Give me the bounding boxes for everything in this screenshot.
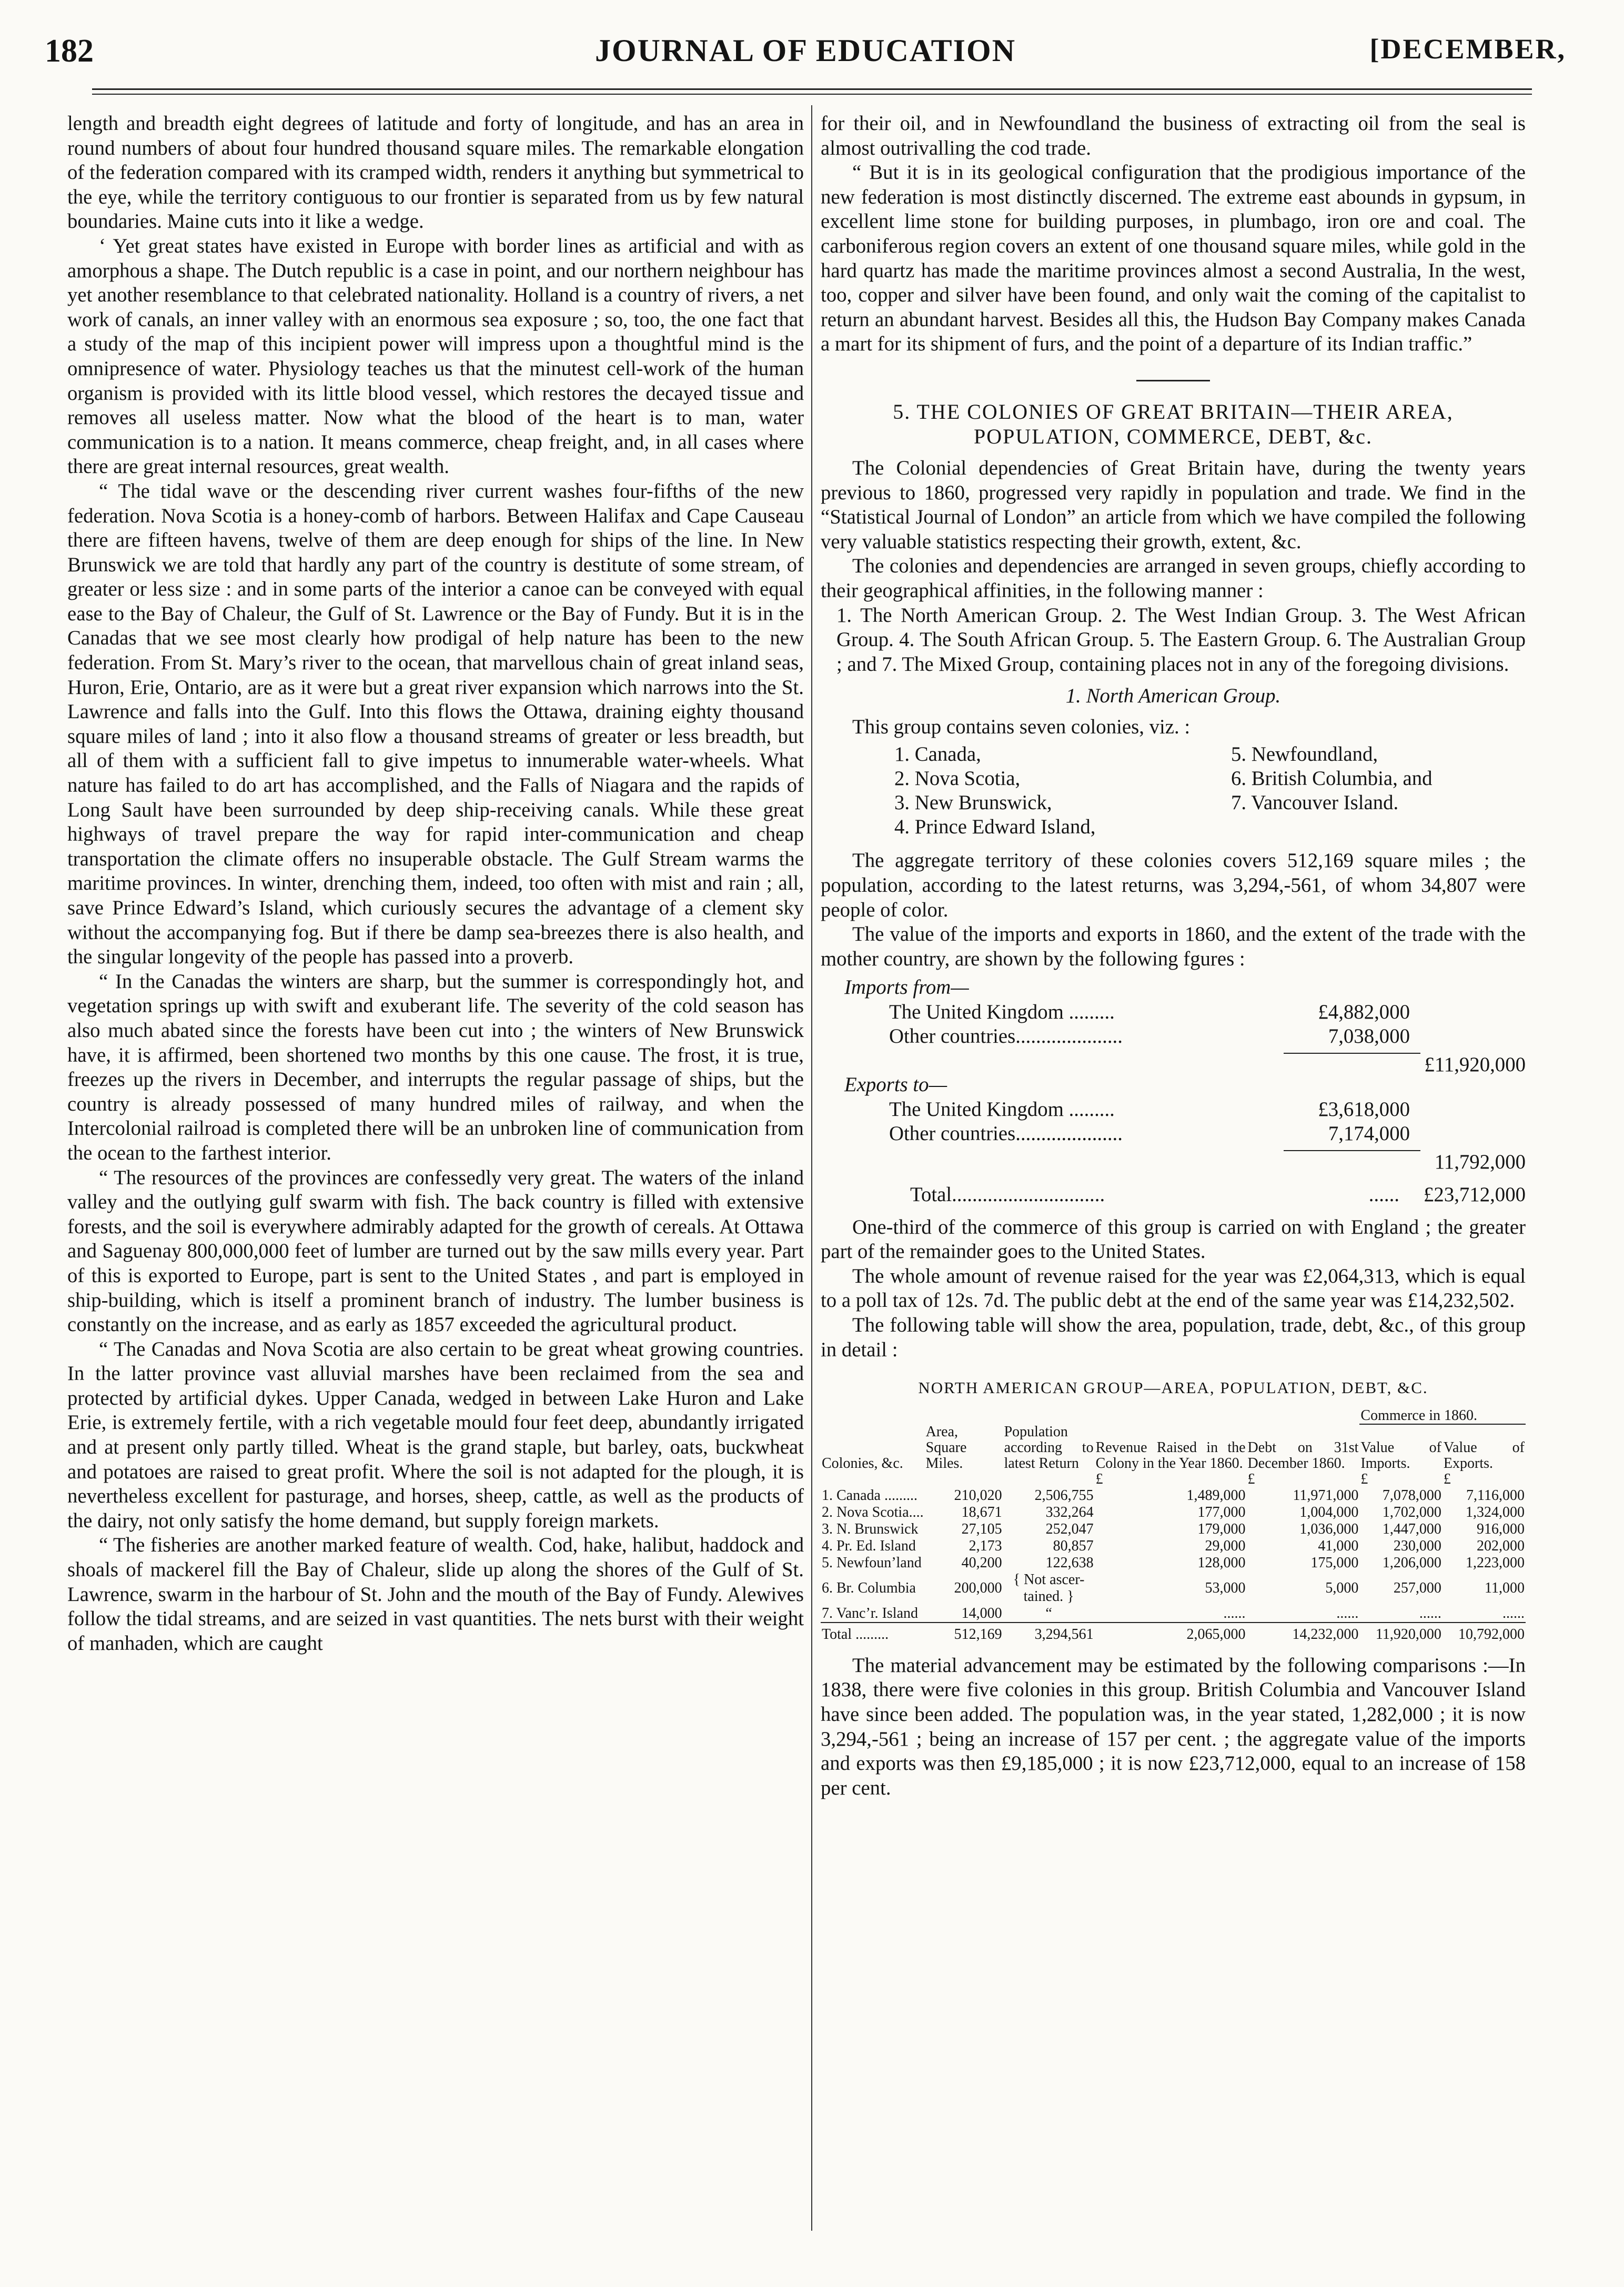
paragraph: The colonies and dependencies are arranged in seven groups, chiefly according to their geographical affinities, in the following manner : [821, 555, 1526, 602]
cell: 128,000 [1197, 1554, 1246, 1571]
figure-sum: £11,920,000 [1424, 1053, 1526, 1076]
cell: 7,116,000 [1466, 1487, 1525, 1504]
table-caption: NORTH AMERICAN GROUP—AREA, POPULATION, DEBT, &C. [918, 1378, 1428, 1397]
paragraph: The value of the imports and exports in 1860, and the extent of the trade with the mother country, are shown by the following fgures : [821, 923, 1526, 970]
cell: 210,020 [954, 1487, 1002, 1504]
paragraph: “ The tidal wave or the descending river current washes four-fifths of the new federation. Nova Scotia is a honey-comb of harbors. Between Halifax and Cape Causeau there are fifteen havens, twelve of them are deep enough for ships of the line. In New Brunswick we are told that hardly any part of the country is destitute of some stream, of greater or less size : and in some parts of the interior a canoe can be conveyed with equal ease to the Bay of Chaleur, the Gulf of St. Lawrence or the Bay of Fundy. But it is in the Canadas that we see most clearly how prodigal of help nature has been to the new federation. From St. Mary’s river to the ocean, that marvellous chain of great inland seas, Huron, Erie, Ontario, are as it were but a great river expansion which narrows into the St. Lawrence and falls into the Gulf. Into this flows the Ottawa, draining eighty thousand square miles of land ; into it also flow a thousand streams of greater or less breadth, but all of them with a sufficient fall to give impetus to innumerable water-wheels. What nature has failed to do art has accomplished, and the Falls of Niagara and the rapids of Long Sault have been surrounded by deep ship-receiving canals. While these great highways of travel prepare the way for rapid inter-communication and cheap transportation the climate offers no insuperable obstacle. The Gulf Stream warms the maritime provinces. In winter, drenching them, indeed, too often with mist and rain ; all, save Prince Edward’s Island, which curiously secures the advantage of a clement sky without the accompanying fog. But if there be damp sea-breezes there is also health, and the singular longevity of the people has passed into a proverb. [67, 479, 804, 969]
cell: 2,065,000 [1095, 1623, 1247, 1643]
cell: 80,857 [1053, 1537, 1094, 1554]
list-item: 1. Canada, [894, 743, 981, 766]
table-total-row [821, 1623, 1526, 1643]
figure-label: Other countries..................... [889, 1122, 1123, 1145]
cell: 916,000 [1477, 1520, 1525, 1537]
cell: ...... [1336, 1605, 1359, 1621]
paragraph: “ The resources of the provinces are confessedly very great. The waters of the inland valley and the outlying gulf swarm with fish. The back country is filled with extensive forests, and the soil is everywhere admirably adapted for the growth of cereals. At Ottawa and Saguenay 800,000,000 feet of lumber are turned out by the saw mills every year. Part of this is exported to Europe, part is sent to the United States , and part is employed in ship-building, which is itself a prominent branch of industry. The lumber business is constantly on the increase, and as early as 1857 exceeded the agricultural product. [67, 1166, 804, 1336]
cell: ...... [1502, 1605, 1525, 1621]
figure-value: £4,882,000 [1318, 1001, 1410, 1024]
cell: 1,702,000 [1382, 1504, 1441, 1520]
cell: 202,000 [1477, 1537, 1525, 1554]
cell: 6. Br. Columbia [822, 1579, 916, 1596]
table-row [821, 1571, 1526, 1605]
section-heading: 5. THE COLONIES OF GREAT BRITAIN—THEIR AREA, POPULATION, COMMERCE, DEBT, &c. [893, 399, 1454, 448]
sum-rule [1284, 1053, 1420, 1054]
cell: Total ......... [821, 1623, 925, 1643]
cell: 1,324,000 [1466, 1504, 1525, 1520]
cell: 40,200 [961, 1554, 1002, 1571]
cell: 41,000 [1318, 1537, 1359, 1554]
table-row [821, 1521, 1526, 1538]
cell: { Not ascer- tained. } [1013, 1571, 1085, 1605]
cell: 1,036,000 [1299, 1520, 1359, 1537]
paragraph: for their oil, and in Newfoundland the business of extracting oil from the seal is almost outrivalling the cod trade. [821, 112, 1526, 159]
unit-label: £ [1360, 1470, 1368, 1487]
cell: 200,000 [954, 1579, 1002, 1596]
total-dots: ...... [1368, 1183, 1399, 1206]
paragraph: “ The Canadas and Nova Scotia are also certain to be great wheat growing countries. In the latter province vast alluvial marshes have been reclaimed from the sea and protected by artificial dykes. Upper Canada, wedged in between Lake Huron and Lake Erie, is extremely fertile, with a rich vegetable mould four feet deep, abundantly irrigated and at present only partly tilled. Wheat is the grand staple, but barley, oats, buckwheat and potatoes are raised to great profit. Where the soil is not adapted for the plough, it is nevertheless excellent for pasturage, and horses, sheep, cattle, as well as the products of the dairy, not only satisfy the home demand, but supply foreign markets. [67, 1337, 804, 1532]
cell: 1,489,000 [1186, 1487, 1246, 1504]
paragraph: 1. The North American Group. 2. The West Indian Group. 3. The West African Group. 4. The South African Group. 5. The Eastern Group. 6. The Australian Group ; and 7. The Mixed Group, containing places not in any of the foregoing divisions. [836, 603, 1526, 676]
table-row [821, 1538, 1526, 1555]
paragraph: One-third of the commerce of this group is carried on with England ; the greater part of the remainder goes to the United States. [821, 1215, 1526, 1263]
colony-list [821, 742, 1526, 839]
paragraph: The aggregate territory of these colonies covers 512,169 square miles ; the population, according to the latest returns, was 3,294,-561, of whom 34,807 were people of color. [821, 849, 1526, 921]
cell: ...... [1223, 1605, 1246, 1621]
column-header: Debt on 31st December 1860. [1247, 1439, 1359, 1472]
cell: 7. Vanc’r. Island [822, 1605, 918, 1621]
trade-figures [821, 975, 1526, 1206]
cell: 512,169 [925, 1623, 1003, 1643]
figure-label: The United Kingdom ......... [889, 1001, 1115, 1024]
column-header: Population according to latest Return [1004, 1423, 1094, 1472]
paragraph: This group contains seven colonies, viz. : [852, 715, 1191, 738]
exports-heading: Exports to— [844, 1073, 947, 1096]
cell: 18,671 [961, 1504, 1002, 1520]
unit-label: £ [1247, 1470, 1255, 1487]
cell: 1,004,000 [1299, 1504, 1359, 1520]
journal-title: JOURNAL OF EDUCATION [594, 33, 1016, 68]
cell: 27,105 [961, 1520, 1002, 1537]
column-divider [811, 105, 812, 2231]
column-header: Colonies, &c. [822, 1455, 903, 1472]
cell: 3,294,561 [1003, 1623, 1095, 1643]
paragraph: “ In the Canadas the winters are sharp, but the summer is correspondingly hot, and vegetation springs up with swift and exuberant life. The severity of the cold season has also much abated since the forests have been cut into ; the winters of New Brunswick have, it is affirmed, been shortened two months by this one cause. The frost, it is true, freezes up the rivers in December, and interrupts the regular passage of ships, but the country is already possessed of many hundred miles of railway, and when the Intercolonial railroad is completed there will be an unbroken line of communication from the ocean to the farthest interior. [67, 970, 804, 1164]
paragraph: ‘ Yet great states have existed in Europe with border lines as artificial and with as amorphous a shape. The Dutch republic is a case in point, and our northern neighbour has yet another resemblance to that celebrated nationality. Holland is a country of rivers, a net work of canals, an inner valley with an enormous sea exposure ; so, too, the one fact that a study of the map of this incipient power will impress upon a thoughtful mind is the omnipresence of water. Physiology teaches us that the minutest cell-work of the human organism is provided with its little blood vessel, which restores the decayed tissue and removes all useless matter. Now what the blood of the heart is to man, water communication is to a nation. It means commerce, cheap freight, and, in all cases where there are great internal resources, great wealth. [67, 234, 804, 478]
paragraph: The whole amount of revenue raised for the year was £2,064,313, which is equal to a poll tax of 12s. 7d. The public debt at the end of the same year was £14,232,502. [821, 1264, 1526, 1312]
list-item: 4. Prince Edward Island, [894, 815, 1096, 839]
column-header: Area, Square Miles. [925, 1423, 967, 1472]
cell: “ [1045, 1605, 1052, 1621]
cell: 7,078,000 [1382, 1487, 1441, 1504]
total-value: £23,712,000 [1424, 1183, 1526, 1206]
right-column [821, 112, 1526, 1800]
cell: 10,792,000 [1443, 1623, 1526, 1643]
cell: 3. N. Brunswick [822, 1520, 919, 1537]
paragraph: “ But it is in its geological configuration that the prodigious importance of the new federation is most distinctly discerned. The extreme east abounds in gypsum, in excellent lime stone for building purposes, in plumbago, iron ore and coal. The carboniferous region covers an extent of one thousand square miles, while gold in the hard quartz has made the maritime provinces almost a second Australia, In the west, too, copper and silver have been found, and only wait the coming of the capitalist to return an abundant harvest. Besides all this, the Hudson Bay Company makes Canada a mart for its shipment of furs, and the point of a departure of its Indian traffic.” [821, 161, 1526, 356]
list-item: 5. Newfoundland, [1231, 743, 1378, 766]
cell: 252,047 [1045, 1520, 1094, 1537]
cell: 11,920,000 [1359, 1623, 1442, 1643]
commerce-header: Commerce in 1860. [1359, 1408, 1526, 1424]
cell: 179,000 [1197, 1520, 1246, 1537]
paragraph: The material advancement may be estimated by the following comparisons :—In 1838, there were five colonies in this group. British Columbia and Vancouver Island have since been added. The population was, in the year stated, 1,282,000 ; it is now 3,294,-561 ; being an increase of 157 per cent. ; the aggregate value of the imports and exports was then £9,185,000 ; it is now £23,712,000, equal to an increase of 158 per cent. [821, 1654, 1526, 1799]
left-column [67, 112, 804, 1656]
cell: 177,000 [1197, 1504, 1246, 1520]
list-item: 2. Nova Scotia, [894, 767, 1021, 790]
table-row [821, 1487, 1526, 1504]
list-item: 7. Vancouver Island. [1231, 791, 1399, 814]
figure-value: 7,174,000 [1328, 1122, 1410, 1145]
cell: 175,000 [1310, 1554, 1359, 1571]
running-header [45, 33, 1566, 75]
paragraph: The following table will show the area, population, trade, debt, &c., of this group in detail : [821, 1314, 1526, 1361]
figure-label: The United Kingdom ......... [889, 1097, 1115, 1121]
cell: ...... [1419, 1605, 1441, 1621]
unit-label: £ [1095, 1470, 1103, 1487]
list-item: 3. New Brunswick, [894, 791, 1052, 814]
group-title: 1. North American Group. [1065, 684, 1281, 708]
cell: 1. Canada ......... [822, 1487, 917, 1504]
cell: 1,447,000 [1382, 1520, 1441, 1537]
cell: 2,173 [969, 1537, 1002, 1554]
column-header: Value of Exports. [1443, 1439, 1525, 1472]
cell: 53,000 [1205, 1579, 1246, 1596]
cell: 1,223,000 [1466, 1554, 1525, 1571]
paragraph: The Colonial dependencies of Great Britain have, during the twenty years previous to 1860, progressed very rapidly in population and trade. We find in the “Statistical Journal of London” an article from which we have compiled the following very valuable statistics respecting their growth, extent, &c. [821, 456, 1526, 553]
colonies-table [821, 1408, 1526, 1643]
cell: 1,206,000 [1382, 1554, 1441, 1571]
table-row [821, 1504, 1526, 1521]
total-label: Total.............................. [910, 1183, 1105, 1206]
cell: 230,000 [1393, 1537, 1441, 1554]
section-separator [1136, 380, 1210, 381]
header-rule [92, 88, 1532, 95]
figure-label: Other countries..................... [889, 1025, 1123, 1048]
cell: 257,000 [1393, 1579, 1441, 1596]
cell: 122,638 [1045, 1554, 1094, 1571]
figure-value: £3,618,000 [1318, 1097, 1410, 1121]
unit-label: £ [1443, 1470, 1451, 1487]
imports-heading: Imports from— [844, 976, 969, 999]
table-row [821, 1605, 1526, 1623]
cell: 4. Pr. Ed. Island [822, 1537, 916, 1554]
header-month: [DECEMBER, [1369, 33, 1566, 65]
table-row [821, 1555, 1526, 1571]
figure-sum: 11,792,000 [1434, 1150, 1526, 1173]
cell: 14,232,000 [1247, 1623, 1360, 1643]
page-number: 182 [45, 33, 94, 69]
column-header: Value of Imports. [1360, 1439, 1441, 1472]
cell: 29,000 [1205, 1537, 1246, 1554]
cell: 14,000 [961, 1605, 1002, 1621]
list-item: 6. British Columbia, and [1231, 767, 1433, 790]
sum-rule [1284, 1150, 1420, 1151]
cell: 2,506,755 [1034, 1487, 1094, 1504]
cell: 332,264 [1045, 1504, 1094, 1520]
paragraph: length and breadth eight degrees of latitude and forty of longitude, and has an area in round numbers of about four hundred thousand square miles. The remarkable elongation of the federation compared with its cramped width, renders it anything but symmetrical to the eye, while the territory contiguous to our frontier is separated from us by few natural boundaries. Maine cuts into it like a wedge. [67, 112, 804, 233]
cell: 11,971,000 [1293, 1487, 1359, 1504]
cell: 2. Nova Scotia.... [822, 1504, 924, 1520]
paragraph: “ The fisheries are another marked feature of wealth. Cod, hake, halibut, haddock and shoals of mackerel fill the Bay of Chaleur, slide up along the shores of the Gulf of St. Lawrence, swarm in the harbour of St. John and the mouth of the Bay of Fundy. Alewives follow the tidal streams, and are seized in vast quantities. The nets burst with their weight of manhaden, which are caught [67, 1534, 804, 1655]
cell: 5. Newfoun’land [822, 1554, 922, 1571]
column-header: Revenue Raised in the Colony in the Year 1860. [1095, 1439, 1246, 1472]
figure-value: 7,038,000 [1328, 1025, 1410, 1048]
cell: 11,000 [1485, 1579, 1525, 1596]
cell: 5,000 [1325, 1579, 1359, 1596]
